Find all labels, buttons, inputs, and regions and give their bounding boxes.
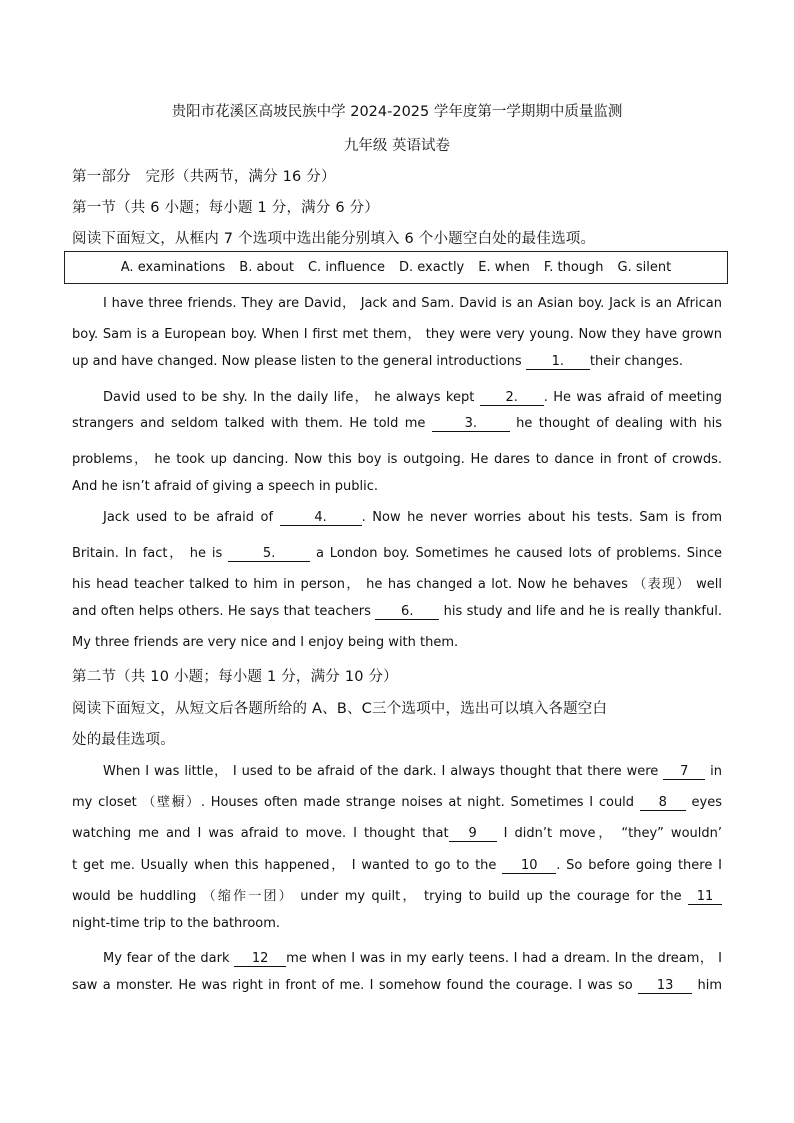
passage1-line: David used to be shy. In the daily life， he always kept 2. . He was afraid of meeting (103, 390, 723, 405)
passage2-line: watching me and I was afraid to move. I thought that 9 I didn’t move， “they” wouldn’ (72, 826, 722, 841)
passage1-line: My three friends are very nice and I enjoy being with them. (72, 635, 459, 650)
blank-10[interactable]: 10 (502, 859, 556, 874)
passage1-line: Jack used to be afraid of 4. . Now he never worries about his tests. Sam is from (103, 510, 722, 525)
passage2-line: t get me. Usually when this happened， I wanted to go to the 10 . So before going there I (72, 858, 722, 873)
blank-1[interactable]: 1. (526, 355, 590, 370)
passage2-line: my closet （壁橱）. Houses often made strange noises at night. Sometimes I could 8 eyes (72, 795, 722, 810)
options-box (64, 251, 728, 284)
passage2-line: would be huddling （缩作一团） under my quilt， trying to build up the courage for the 11 (72, 885, 722, 905)
blank-13[interactable]: 13 (638, 979, 692, 994)
option-e: E. when (478, 260, 530, 275)
passage2-line: saw a monster. He was right in front of me. I somehow found the courage. I was so 13 him (72, 978, 722, 993)
blank-4[interactable]: 4. (280, 511, 362, 526)
part1-title: 第一部分 完形（共两节，满分 16 分） (72, 169, 336, 185)
blank-2[interactable]: 2. (480, 391, 544, 406)
school-title: 贵阳市花溪区高坡民族中学 2024-2025 学年度第一学期期中质量监测 (171, 104, 623, 120)
option-f: F. though (543, 260, 604, 275)
section2-title: 第二节（共 10 小题；每小题 1 分，满分 10 分） (72, 669, 398, 685)
section1-title: 第一节（共 6 小题；每小题 1 分，满分 6 分） (72, 200, 380, 216)
option-a: A. examinations (120, 260, 226, 275)
passage1-line: up and have changed. Now please listen to the general introductions 1. their changes. (72, 354, 684, 369)
option-g: G. silent (617, 260, 672, 275)
exam-title: 九年级 英语试卷 (343, 138, 451, 154)
passage1-line: I have three friends. They are David， Jack and Sam. David is an Asian boy. Jack is an African (103, 296, 722, 311)
blank-6[interactable]: 6. (375, 605, 439, 620)
blank-7[interactable]: 7 (663, 765, 705, 780)
passage1-line: Britain. In fact， he is 5. a London boy. Sometimes he caused lots of problems. Since (72, 546, 722, 561)
passage2-line: When I was little， I used to be afraid of the dark. I always thought that there were 7 in (103, 764, 723, 779)
blank-3[interactable]: 3. (432, 417, 510, 432)
section2-instruction: 阅读下面短文，从短文后各题所给的 A、B、C三个选项中，选出可以填入各题空白 (72, 701, 608, 717)
passage2-line: My fear of the dark 12 me when I was in my early teens. I had a dream. In the dream， I (103, 951, 722, 966)
section1-instruction: 阅读下面短文，从框内 7 个选项中选出能分别填入 6 个小题空白处的最佳选项。 (72, 231, 596, 247)
option-c: C. influence (307, 260, 385, 275)
blank-12[interactable]: 12 (234, 952, 286, 967)
option-d: D. exactly (399, 260, 465, 275)
passage1-line: his head teacher talked to him in person， he has changed a lot. Now he behaves （表现） well (72, 577, 722, 592)
blank-5[interactable]: 5. (228, 547, 310, 562)
blank-8[interactable]: 8 (640, 796, 686, 811)
passage1-line: strangers and seldom talked with them. He told me 3. he thought of dealing with his (72, 416, 722, 431)
blank-9[interactable]: 9 (449, 827, 497, 842)
passage2-line: night-time trip to the bathroom. (72, 916, 281, 931)
passage1-line: boy. Sam is a European boy. When I first met them， they were very young. Now they have grown (72, 327, 722, 342)
passage1-line: problems， he took up dancing. Now this boy is outgoing. He dares to dance in front of crowds. (72, 452, 722, 467)
passage1-line: And he isn’t afraid of giving a speech in public. (72, 479, 379, 494)
section2-instruction-cont: 处的最佳选项。 (72, 732, 175, 748)
blank-11[interactable]: 11 (688, 890, 722, 905)
option-b: B. about (239, 260, 294, 275)
passage1-line: and often helps others. He says that teachers 6. his study and life and he is really thankful. (72, 604, 722, 619)
